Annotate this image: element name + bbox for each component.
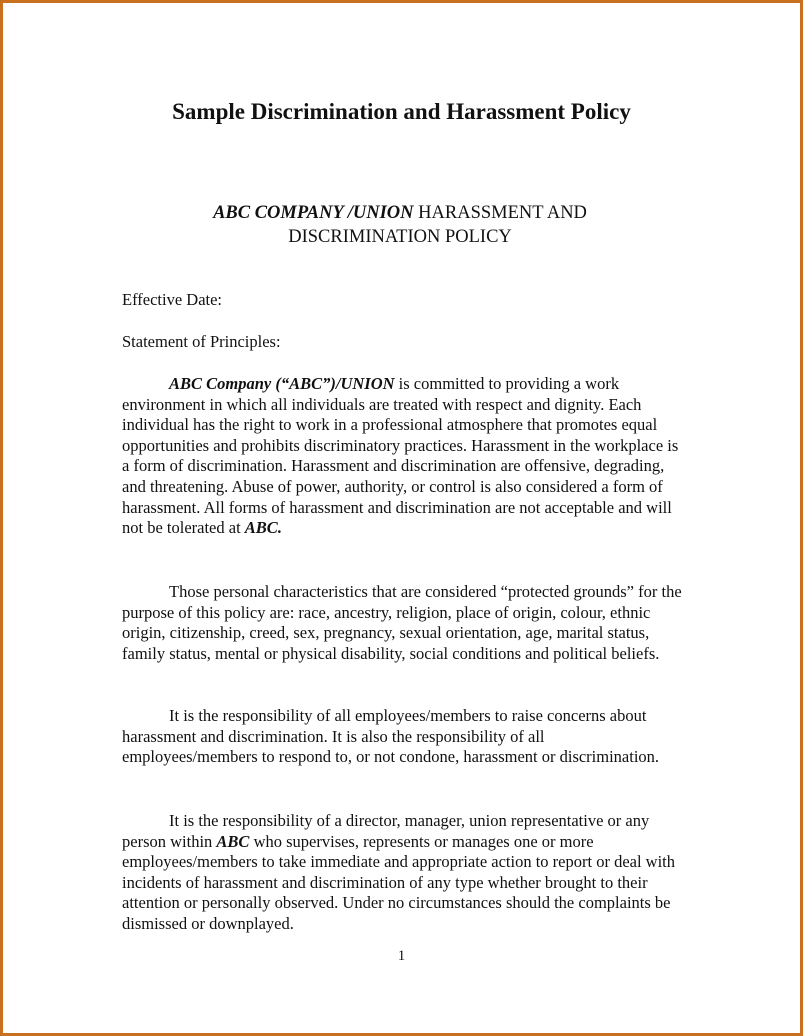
policy-subtitle	[150, 201, 650, 249]
paragraph-protected-grounds: Those personal characteristics that are considered “protected grounds” for the purpose of this policy are: race, ancestry, religion, place of origin, colour, ethnic origin, citizenship, creed, sex, pregnancy, sexual orientation, age, marital status, family status, mental or physical disability, social conditions and political beliefs.	[122, 582, 682, 663]
paragraph-commitment-text: is committed to providing a work environment in which all individuals are treated with respect and dignity. Each individual has the right to work in a professional atmosphere that promotes equal opportunities and prohibits discriminatory practices. Harassment in the workplace is a form of discrimination. Harassment and discrimination are offensive, degrading, and threatening. Abuse of power, authority, or control is also considered a form of harassment. All forms of harassment and discrimination are not acceptable and will not be tolerated at	[122, 374, 679, 538]
paragraph-supervisor-responsibility	[122, 811, 682, 935]
paragraph-supervisor-emph: ABC	[216, 831, 250, 851]
subtitle-line2: DISCRIMINATION POLICY	[288, 227, 512, 247]
paragraph-supervisor-before: It is the responsibility of a director, manager, union representative or any person within	[122, 811, 650, 851]
paragraph-employee-responsibility: It is the responsibility of all employees/members to raise concerns about harassment and discrimination. It is also the responsibility of all employees/members to respond to, or not condone, harassment or discrimination.	[122, 706, 660, 767]
statement-of-principles-label: Statement of Principles:	[122, 332, 281, 351]
paragraph-commitment-lead: ABC Company (“ABC”)/UNION	[169, 374, 395, 393]
paragraph-supervisor-after: who supervises, represents or manages one or more employees/members to take immediate and appropriate action to report or deal with incidents of harassment and discrimination of any type whether brought to their attention or personally observed. Under no circumstances should the complaints be dismissed or downplayed.	[122, 831, 676, 933]
paragraph-commitment	[122, 374, 682, 539]
document-title: Sample Discrimination and Harassment Policy	[172, 99, 631, 124]
subtitle-company-union: ABC COMPANY /UNION	[213, 203, 414, 223]
paragraph-commitment-tail: ABC.	[244, 518, 282, 538]
effective-date-label: Effective Date:	[122, 290, 223, 309]
page-number: 1	[397, 948, 406, 964]
subtitle-line1-rest: HARASSMENT AND	[413, 203, 587, 223]
